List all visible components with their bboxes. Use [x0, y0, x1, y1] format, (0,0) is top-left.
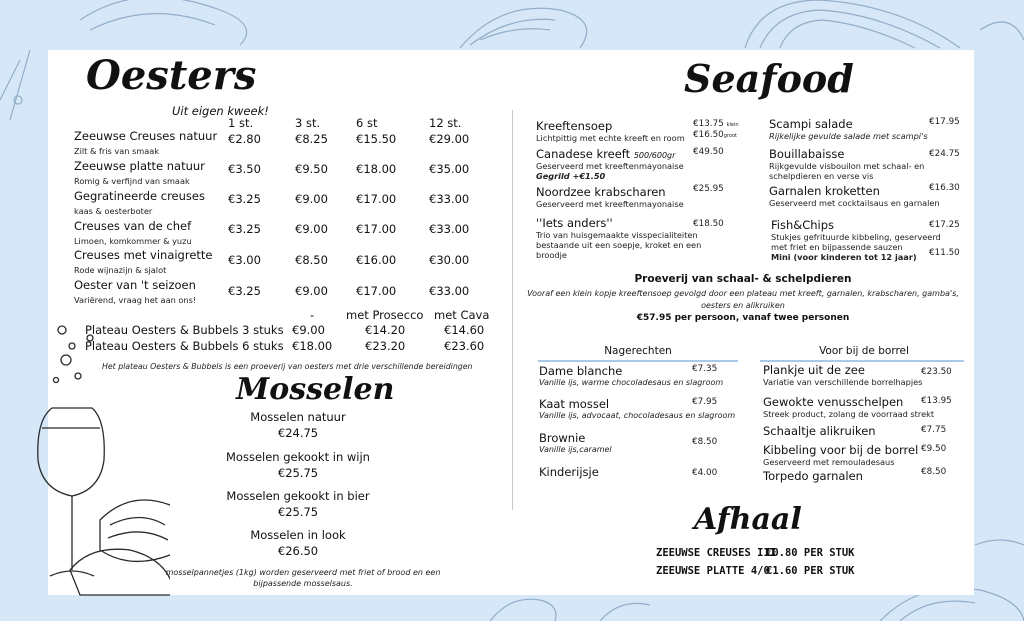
plateau-price: €18.00	[292, 339, 333, 353]
mussel-note-line: mosselpannetjes (1kg) worden geserveerd met friet of brood en een	[165, 568, 441, 577]
oyster-price: €17.00	[356, 192, 397, 206]
dessert-name: Kinderijsje	[539, 465, 599, 479]
oesters-title: Oesters	[86, 52, 257, 99]
seafood-desc: bestaande uit een soepje, kroket en een	[536, 240, 702, 250]
oyster-desc: kaas & oesterboter	[74, 206, 153, 216]
mussel-price: €25.75	[277, 466, 319, 480]
seafood-desc: schelpdieren en verse vis	[769, 171, 874, 181]
oyster-price: €3.25	[228, 284, 261, 298]
snack-price: €9.50	[921, 444, 947, 454]
oyster-desc: Romig & verfijnd van smaak	[74, 176, 190, 186]
seafood-name: Garnalen kroketten	[769, 184, 880, 198]
seafood-desc: Geserveerd met kreeftenmayonaise	[536, 199, 684, 209]
mussel-note-line: bijpassende mosselsaus.	[253, 579, 353, 588]
plateau-note: Het plateau Oesters & Bubbels is een proeverij van oesters met drie verschillende bereidingen	[102, 362, 473, 371]
mussel-name: Mosselen natuur	[250, 410, 346, 424]
dessert-price: €7.95	[692, 397, 718, 407]
size-label: groot	[723, 133, 737, 139]
seafood-price: €24.75	[929, 149, 960, 159]
snack-desc: Geserveerd met remouladesaus	[763, 457, 895, 467]
seafood-name: ''Iets anders''	[536, 216, 613, 230]
price-small: €13.75	[693, 119, 724, 129]
plateau-price: €14.20	[365, 323, 406, 337]
oyster-price: €8.25	[295, 132, 328, 146]
oyster-name: Zeeuwse platte natuur	[74, 159, 205, 173]
plateau-header: met Cava	[434, 308, 490, 322]
mussel-item	[198, 489, 398, 519]
oyster-price: €17.00	[356, 284, 397, 298]
dessert-item	[539, 465, 599, 479]
seafood-name: Fish&Chips	[771, 218, 835, 232]
mussel-price: €25.75	[277, 505, 319, 519]
seafood-desc: Rijkgevulde visbouilon met schaal- en	[769, 161, 925, 171]
seafood-desc: met friet en bijpassende sauzen	[771, 242, 903, 252]
borrel-rule	[760, 360, 964, 362]
column-header: 6 st	[356, 116, 378, 130]
oyster-price: €33.00	[429, 192, 470, 206]
menu-card	[48, 50, 974, 595]
seafood-item	[769, 184, 940, 208]
oesters-subtitle: Uit eigen kweek!	[172, 104, 269, 118]
seafood-price: €17.25	[929, 220, 960, 230]
oyster-row	[74, 189, 205, 216]
oyster-price: €29.00	[429, 132, 470, 146]
snack-item	[763, 443, 918, 467]
takeaway-name: ZEEUWSE CREUSES III	[656, 547, 777, 559]
mussel-sketch-top-right-icon	[745, 0, 1024, 48]
plateau-header: met Prosecco	[346, 308, 424, 322]
oyster-price: €9.50	[295, 162, 328, 176]
dessert-name: Kaat mossel	[539, 397, 610, 411]
seafood-name: Bouillabaisse	[769, 147, 845, 161]
plateau-price: €14.60	[444, 323, 485, 337]
seafood-item	[536, 216, 701, 260]
oyster-price: €9.00	[295, 284, 328, 298]
dessert-price: €8.50	[692, 437, 718, 447]
proeverij-block	[518, 273, 968, 323]
column-divider	[512, 110, 513, 510]
oyster-price: €33.00	[429, 222, 470, 236]
seafood-weight: 500/600gr	[633, 151, 676, 160]
seafood-name: Kreeftensoep	[536, 119, 613, 133]
dessert-desc: Vanille ijs,caramel	[539, 445, 612, 454]
snack-item	[763, 469, 863, 483]
seafood-desc: Lichtpittig met echte kreeft en room	[536, 133, 685, 143]
oyster-name: Creuses met vinaigrette	[74, 248, 213, 262]
oyster-price: €2.80	[228, 132, 261, 146]
dessert-desc: Vanille ijs, advocaat, chocoladesaus en slagroom	[539, 411, 736, 420]
oyster-price: €15.50	[356, 132, 397, 146]
oyster-price: €9.00	[295, 192, 328, 206]
seafood-desc: Geserveerd met kreeftenmayonaise	[536, 161, 684, 171]
seafood-price: €25.95	[693, 184, 724, 194]
plateau-price: €23.20	[365, 339, 406, 353]
price-large: €16.50	[693, 130, 724, 140]
oyster-price: €18.00	[356, 162, 397, 176]
snack-item	[763, 424, 876, 438]
oyster-desc: Rode wijnazijn & sjalot	[74, 265, 167, 275]
proeverij-line: oesters en alikruiken	[701, 301, 785, 310]
oyster-price: €3.25	[228, 192, 261, 206]
oyster-row	[74, 129, 217, 156]
seafood-price: €17.95	[929, 117, 960, 127]
oyster-price: €17.00	[356, 222, 397, 236]
seafood-item	[769, 147, 924, 181]
proeverij-title: Proeverij van schaal- & schelpdieren	[634, 273, 852, 285]
oyster-desc: Zilt & fris van smaak	[74, 146, 160, 156]
mussel-price: €26.50	[277, 544, 319, 558]
dessert-name: Brownie	[539, 431, 586, 445]
takeaway-price: €1.60 PER STUK	[766, 565, 855, 577]
column-header: 3 st.	[295, 116, 321, 130]
snack-name: Plankje uit de zee	[763, 363, 865, 377]
mussel-item	[198, 410, 398, 440]
snack-item	[763, 395, 934, 419]
mussel-name: Mosselen in look	[250, 528, 346, 542]
column-header: 1 st.	[228, 116, 254, 130]
oyster-price: €3.25	[228, 222, 261, 236]
mussel-item	[198, 528, 398, 558]
mussel-name: Mosselen gekookt in wijn	[226, 450, 370, 464]
seafood-desc: Trio van huisgemaakte visspecialiteiten	[536, 230, 698, 240]
oyster-row	[74, 159, 205, 186]
oyster-sketch-top-icon	[460, 8, 587, 48]
dessert-name: Dame blanche	[539, 364, 623, 378]
oyster-price: €8.50	[295, 253, 328, 267]
seafood-desc: Stukjes gefrituurde kibbeling, geserveerd	[771, 232, 941, 242]
mosselen-title: Mosselen	[236, 372, 395, 407]
proeverij-line: Vooraf een klein kopje kreeftensoep gevolgd door een plateau met kreeft, garnalen, krabscharen, gamba's,	[527, 289, 959, 298]
seafood-item	[536, 119, 685, 143]
mussel-item	[198, 450, 398, 480]
oyster-name: Oester van 't seizoen	[74, 278, 196, 292]
dessert-desc: Vanille ijs, warme chocoladesaus en slagroom	[539, 378, 724, 387]
plateau-name: Plateau Oesters & Bubbels 3 stuks	[85, 323, 284, 337]
dessert-price: €4.00	[692, 468, 718, 478]
size-label: klein	[726, 122, 739, 128]
seafood-title: Seafood	[684, 56, 854, 101]
seafood-price: €16.30	[929, 183, 960, 193]
oyster-price: €35.00	[429, 162, 470, 176]
oyster-price: €3.50	[228, 162, 261, 176]
mussel-name: Mosselen gekookt in bier	[226, 489, 370, 503]
seafood-item	[536, 185, 684, 209]
oyster-row	[74, 278, 196, 305]
snack-name: Torpedo garnalen	[763, 469, 863, 483]
snack-name: Gewokte venusschelpen	[763, 395, 904, 409]
oyster-name: Gegratineerde creuses	[74, 189, 205, 203]
seafood-name: Noordzee krabscharen	[536, 185, 666, 199]
takeaway-price: €0.80 PER STUK	[766, 547, 855, 559]
champagne-glass-icon	[38, 408, 104, 496]
plateau-name: Plateau Oesters & Bubbels 6 stuks	[85, 339, 284, 353]
seafood-price: €49.50	[693, 147, 724, 157]
champagne-oyster-illustration	[0, 320, 170, 600]
seafood-item	[536, 147, 684, 181]
column-header: 12 st.	[429, 116, 462, 130]
snack-desc: Streek product, zolang de voorraad strekt	[763, 409, 935, 419]
oyster-price: €16.00	[356, 253, 397, 267]
takeaway-name: ZEEUWSE PLATTE 4/0	[656, 565, 770, 577]
seafood-item	[769, 117, 928, 141]
seafood-item	[771, 218, 941, 262]
oyster-row	[74, 248, 213, 275]
seafood-desc: broodje	[536, 250, 567, 260]
snack-price: €23.50	[921, 367, 952, 377]
snack-price: €13.95	[921, 396, 952, 406]
seafood-price	[693, 130, 737, 140]
afhaal-title: Afhaal	[694, 502, 802, 537]
oyster-price: €3.00	[228, 253, 261, 267]
nagerechten-rule	[538, 360, 738, 362]
plateau-price: €9.00	[292, 323, 325, 337]
plateau-price: €23.60	[444, 339, 485, 353]
mussel-price: €24.75	[277, 426, 319, 440]
snack-desc: Variatie van verschillende borrelhapjes	[763, 377, 923, 387]
oyster-shell-icon	[100, 500, 170, 561]
proeverij-price: €57.95 per persoon, vanaf twee personen	[636, 313, 850, 323]
seafood-price	[693, 119, 739, 129]
oyster-desc: Limoen, komkommer & yuzu	[74, 236, 192, 246]
snack-name: Kibbeling voor bij de borrel	[763, 443, 919, 457]
oyster-name: Zeeuwse Creuses natuur	[74, 129, 218, 143]
oyster-desc: Variërend, vraag het aan ons!	[74, 295, 197, 305]
seafood-mini-price: €11.50	[929, 248, 960, 258]
snack-name: Schaaltje alikruiken	[763, 424, 876, 438]
oyster-price: €30.00	[429, 253, 470, 267]
seafood-desc: Rijkelijke gevulde salade met scampi's	[769, 131, 928, 141]
seafood-name: Scampi salade	[769, 117, 853, 131]
oyster-price: €9.00	[295, 222, 328, 236]
seafood-name: Canadese kreeft	[536, 147, 631, 161]
plateau-header: -	[310, 308, 315, 322]
seafood-mini: Mini (voor kinderen tot 12 jaar)	[771, 252, 917, 262]
nagerechten-title: Nagerechten	[604, 345, 672, 357]
oyster-row	[74, 219, 192, 246]
oyster-name: Creuses van de chef	[74, 219, 192, 233]
dessert-item	[539, 431, 612, 454]
snack-item	[763, 363, 922, 387]
seafood-price: €18.50	[693, 219, 724, 229]
oyster-price: €33.00	[429, 284, 470, 298]
dessert-price: €7.35	[692, 364, 718, 374]
seafood-extra: Gegrild +€1.50	[536, 171, 606, 181]
snack-price: €7.75	[921, 425, 947, 435]
snack-price: €8.50	[921, 467, 947, 477]
borrel-title: Voor bij de borrel	[819, 345, 909, 357]
seafood-desc: Geserveerd met cocktailsaus en garnalen	[769, 198, 940, 208]
